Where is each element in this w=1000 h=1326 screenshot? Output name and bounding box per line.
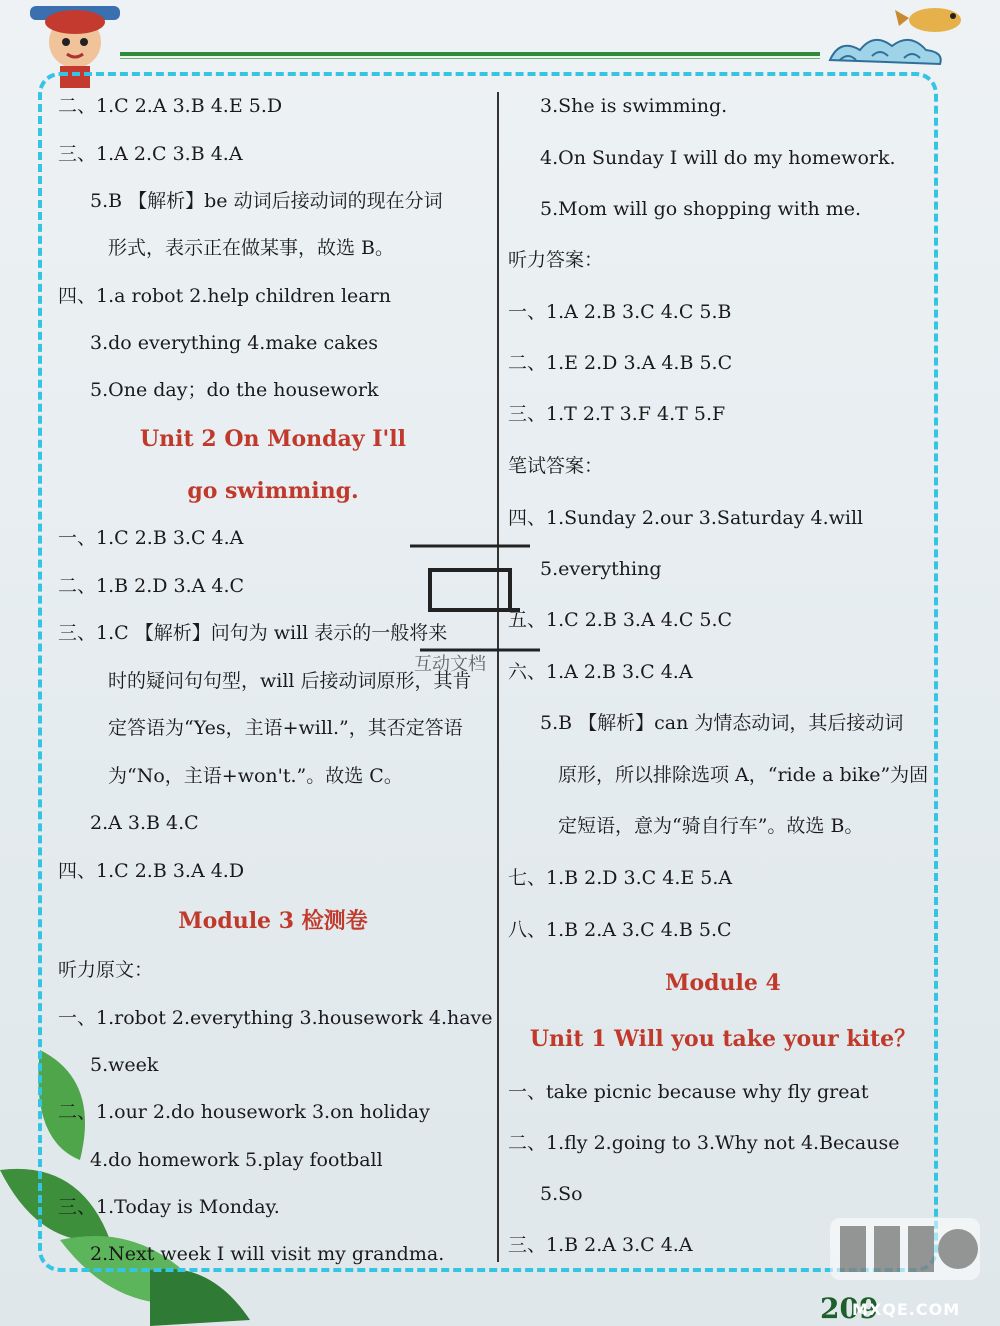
unit-heading: Unit 1 Will you take your kite？ — [529, 1026, 917, 1052]
answer-line: 形式，表示正在做某事，故选 B。 — [108, 237, 395, 259]
answer-line: 三、1.A 2.C 3.B 4.A — [58, 143, 243, 165]
section-label: 听力答案： — [508, 249, 604, 271]
answer-line: 二、1.E 2.D 3.A 4.B 5.C — [508, 352, 733, 374]
answer-line: 一、1.robot 2.everything 3.housework 4.have — [58, 1007, 493, 1029]
module-heading: Module 3 检测卷 — [178, 908, 368, 934]
section-label: 听力原文： — [58, 959, 154, 981]
answer-line: 3.She is swimming. — [540, 95, 728, 117]
answer-line: 一、1.A 2.B 3.C 4.C 5.B — [508, 301, 732, 323]
page-number: 209 — [820, 1292, 879, 1325]
answer-line: 定短语，意为“骑自行车”。故选 B。 — [558, 815, 864, 837]
answer-line: 一、take picnic because why fly great — [508, 1081, 869, 1103]
answer-line: 四、1.Sunday 2.our 3.Saturday 4.will — [508, 507, 864, 529]
answer-line: 四、1.a robot 2.help children learn — [58, 285, 391, 307]
answer-line: 定答语为“Yes，主语+will.”，其否定答语 — [108, 717, 463, 739]
answer-line: 六、1.A 2.B 3.C 4.A — [508, 661, 693, 683]
answer-line: 5.everything — [540, 558, 662, 580]
answer-line: 2.A 3.B 4.C — [90, 812, 199, 834]
stamp-watermark-icon — [400, 540, 550, 700]
answer-line: 4.do homework 5.play football — [90, 1149, 383, 1171]
answer-line: 5.B 【解析】can 为情态动词，其后接动词 — [540, 712, 904, 734]
answer-line: 一、1.C 2.B 3.C 4.A — [58, 527, 244, 549]
answer-line: 时的疑问句句型，will 后接动词原形，其肯 — [108, 670, 472, 692]
answer-line: 5.week — [90, 1054, 159, 1076]
answer-line: 三、1.Today is Monday. — [58, 1196, 280, 1218]
answer-line: 3.do everything 4.make cakes — [90, 332, 378, 354]
cloud-decoration-icon — [820, 30, 950, 74]
answer-line: 5.One day；do the housework — [90, 379, 379, 401]
unit-heading: Unit 2 On Monday I'll — [140, 426, 406, 452]
top-rule — [120, 52, 820, 56]
answer-line: 5.B 【解析】be 动词后接动词的现在分词 — [90, 190, 443, 212]
answer-line: 4.On Sunday I will do my homework. — [540, 147, 896, 169]
answer-line: 5.So — [540, 1183, 583, 1205]
answer-line: 原形，所以排除选项 A，“ride a bike”为固 — [558, 764, 929, 786]
answer-line: 三、1.C 【解析】问句为 will 表示的一般将来 — [58, 622, 448, 644]
answer-line: 5.Mom will go shopping with me. — [540, 198, 862, 220]
answer-line: 三、1.T 2.T 3.F 4.T 5.F — [508, 403, 726, 425]
unit-heading: go swimming. — [187, 478, 359, 504]
module-heading: Module 4 — [665, 970, 781, 996]
answer-line: 四、1.C 2.B 3.A 4.D — [58, 860, 245, 882]
answer-line: 八、1.B 2.A 3.C 4.B 5.C — [508, 919, 732, 941]
watermark-text: MXQE.COM — [852, 1300, 961, 1319]
top-rule-thin — [120, 58, 820, 59]
answer-line: 2.Next week I will visit my grandma. — [90, 1243, 445, 1265]
answer-line: 为“No，主语+won't.”。故选 C。 — [108, 765, 403, 787]
answer-line: 五、1.C 2.B 3.A 4.C 5.C — [508, 609, 733, 631]
answer-line: 二、1.B 2.D 3.A 4.C — [58, 575, 245, 597]
section-label: 笔试答案： — [508, 455, 604, 477]
answer-line: 二、1.fly 2.going to 3.Why not 4.Because — [508, 1132, 900, 1154]
answer-line: 七、1.B 2.D 3.C 4.E 5.A — [508, 867, 733, 889]
stamp-text: 互动文档 — [414, 654, 486, 675]
answer-line: 二、1.our 2.do housework 3.on holiday — [58, 1101, 430, 1123]
answer-line: 三、1.B 2.A 3.C 4.A — [508, 1234, 693, 1256]
answer-line: 二、1.C 2.A 3.B 4.E 5.D — [58, 95, 283, 117]
